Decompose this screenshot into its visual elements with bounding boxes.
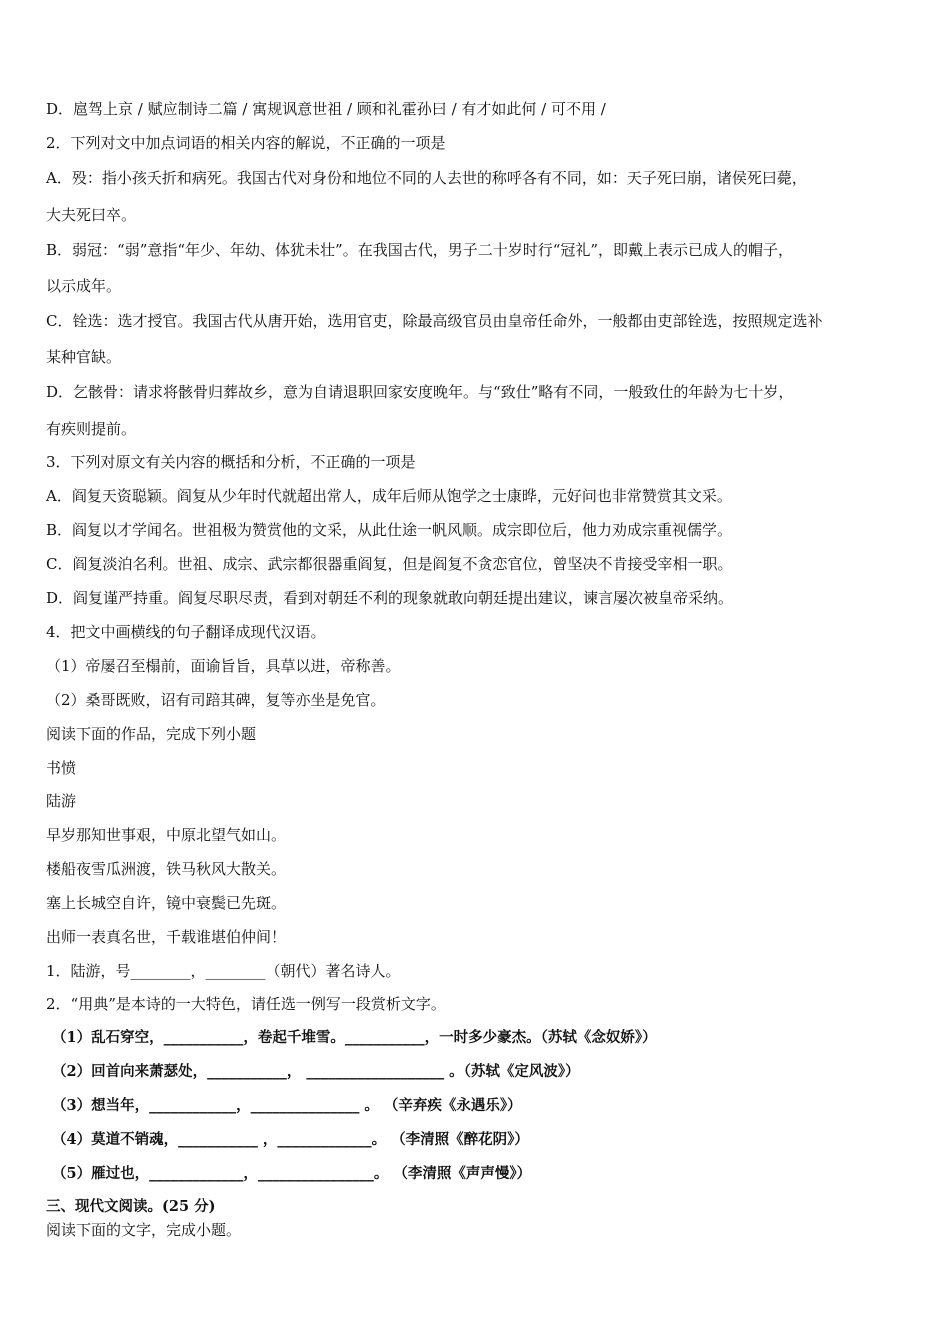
poem-line-2: 楼船夜雪瓜洲渡，铁马秋风大散关。 bbox=[46, 860, 287, 878]
poem-line-3: 塞上长城空自许，镜中衰鬓已先斑。 bbox=[46, 894, 287, 912]
question-3: 3．下列对原文有关内容的概括和分析，不正确的一项是 bbox=[46, 453, 416, 471]
fill-blank-5: （5）雁过也，_____________，________________。 （李清照《声声慢》） bbox=[52, 1165, 532, 1182]
section-intro: 阅读下面的文字，完成小题。 bbox=[46, 1221, 242, 1239]
poem-line-1: 早岁那知世事艰，中原北望气如山。 bbox=[46, 826, 287, 844]
reading-instruction: 阅读下面的作品，完成下列小题 bbox=[46, 725, 257, 743]
q3-option-d: D．阎复谨严持重。阎复尽职尽责，看到对朝廷不利的现象就敢向朝廷提出建议，谏言屡次被皇帝采纳。 bbox=[46, 589, 734, 607]
q3-option-a: A．阎复天资聪颖。阎复从少年时代就超出常人，成年后师从饱学之士康晔，元好问也非常赞赏其文采。 bbox=[46, 487, 732, 505]
question-4: 4．把文中画横线的句子翻译成现代汉语。 bbox=[46, 623, 326, 641]
poem-title: 书愤 bbox=[46, 759, 77, 777]
option-d-line: D．扈驾上京 / 赋应制诗二篇 / 寓规讽意世祖 / 顾和礼霍孙曰 / 有才如此何 / 可不用 / bbox=[46, 100, 606, 118]
q2-option-d: D．乞骸骨：请求将骸骨归葬故乡，意为自请退职回家安度晚年。与“致仕”略有不同，一般致仕的年龄为七十岁， bbox=[46, 383, 794, 401]
fill-blank-4: （4）莫道不销魂，___________ ，_____________。 （李清照《醉花阴》） bbox=[52, 1131, 529, 1148]
q2-option-a-cont: 大夫死曰卒。 bbox=[46, 206, 137, 224]
q2-option-c-cont: 某种官缺。 bbox=[46, 348, 122, 366]
q2-option-a: A．殁：指小孩夭折和病死。我国古代对身份和地位不同的人去世的称呼各有不同，如：天子死曰崩，诸侯死曰薨， bbox=[46, 169, 807, 187]
fill-blank-1: （1）乱石穿空，___________，卷起千堆雪。___________，一时多少豪杰。（苏轼《念奴娇》） bbox=[52, 1029, 657, 1046]
q4-sentence-1: （1）帝屡召至榻前，面谕旨旨，具草以进，帝称善。 bbox=[46, 657, 401, 675]
question-2: 2．下列对文中加点词语的相关内容的解说，不正确的一项是 bbox=[46, 134, 446, 152]
poem-author: 陆游 bbox=[46, 792, 77, 810]
fill-blank-3: （3）想当年，____________，_______________ 。 （辛弃疾《永遇乐》） bbox=[52, 1097, 522, 1114]
q3-option-c: C．阎复淡泊名利。世祖、成宗、武宗都很器重阎复，但是阎复不贪恋官位，曾坚决不肯接受宰相一职。 bbox=[46, 555, 733, 573]
fill-blank-2: （2）回首向来萧瑟处，___________， ___________________ 。（苏轼《定风波》） bbox=[52, 1063, 580, 1080]
q2-option-d-cont: 有疾则提前。 bbox=[46, 420, 137, 438]
section-title: 三、现代文阅读。(25 分) bbox=[46, 1198, 216, 1215]
q2-option-c: C．铨选：选才授官。我国古代从唐开始，选用官吏，除最高级官员由皇帝任命外，一般都由吏部铨选，按照规定选补 bbox=[46, 312, 823, 330]
poem-question-2: 2．“用典”是本诗的一大特色，请任选一例写一段赏析文字。 bbox=[46, 995, 446, 1013]
poem-line-4: 出师一表真名世，千载谁堪伯仲间！ bbox=[46, 928, 287, 946]
q2-option-b-cont: 以示成年。 bbox=[46, 277, 122, 295]
q3-option-b: B．阎复以才学闻名。世祖极为赞赏他的文采，从此仕途一帆风顺。成宗即位后，他力劝成宗重视儒学。 bbox=[46, 521, 733, 539]
q4-sentence-2: （2）桑哥既败，诏有司踣其碑，复等亦坐是免官。 bbox=[46, 691, 386, 709]
q2-option-b: B．弱冠：“弱”意指“年少、年幼、体犹未壮”。在我国古代，男子二十岁时行“冠礼”，即戴上表示已成人的帽子， bbox=[46, 241, 794, 259]
poem-question-1: 1．陆游，号________，________（朝代）著名诗人。 bbox=[46, 962, 401, 980]
